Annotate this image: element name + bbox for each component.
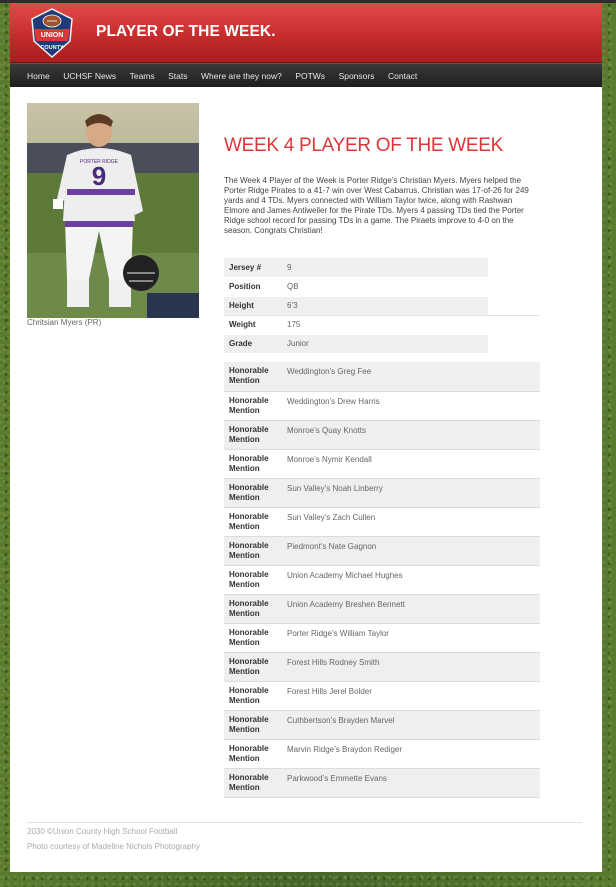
info-label-position: Position [224,277,282,296]
mention-label: Honorable Mention [224,652,282,681]
table-row [224,594,540,623]
mention-label: Honorable Mention [224,478,282,507]
jersey-text: PORTER RIDGE [80,159,118,165]
table-row [224,334,488,353]
article-summary: The Week 4 Player of the Week is Porter Ridge’s Christian Myers. Myers helped the Porter Ridge Pirates to a 41-7 win over West Cabarrus. Christian was 17-of-26 for 249 yards and 4 TDs. Myers connected with William Taylor twice, along with Rashwan Elmore and James Antiweiler for the Pirate TDs. Myers 4 passing TDs tied the Porter Ridge school record for passing TDs in a game. The Piraets improve to 4-0 on the season. Congrats Christian! [224,176,529,235]
mention-name: Weddington’s Drew Harris [282,391,540,420]
nav-item-home[interactable]: Home [27,71,50,81]
mention-label: Honorable Mention [224,594,282,623]
info-value-position: QB [282,277,488,296]
table-row [224,258,488,277]
mention-name: Piedmont’s Nate Gagnon [282,536,540,565]
mention-label: Honorable Mention [224,420,282,449]
table-row [224,565,540,594]
table-row [224,449,540,478]
mention-label: Honorable Mention [224,507,282,536]
table-row [224,768,540,797]
honorable-mentions-table [224,362,540,798]
info-label-jersey: Jersey # [224,258,282,277]
union-county-football-logo[interactable] [28,7,76,59]
nav-item-teams[interactable]: Teams [129,71,155,81]
table-row [224,362,540,391]
footer-photo-credit: Photo courtesy of Madeline Nichols Photography [27,842,200,851]
player-info-table [224,258,488,354]
mention-name: Forest Hills Rodney Smith [282,652,540,681]
mention-label: Honorable Mention [224,536,282,565]
site-title: PLAYER OF THE WEEK. [96,23,276,40]
info-label-height: Height [224,296,282,315]
table-row [224,681,540,710]
mention-label: Honorable Mention [224,768,282,797]
info-label-grade: Grade [224,334,282,353]
table-row [224,623,540,652]
table-row [224,710,540,739]
mention-name: Monroe’s Quay Knotts [282,420,540,449]
mention-name: Union Academy Michael Hughes [282,565,540,594]
table-row [224,536,540,565]
svg-text:UNION: UNION [40,32,64,39]
mention-label: Honorable Mention [224,391,282,420]
mention-name: Sun Valley’s Zach Cullen [282,507,540,536]
table-row [224,391,540,420]
mention-label: Honorable Mention [224,565,282,594]
info-value-weight: 175 [282,315,488,334]
info-label-weight: Weight [224,315,282,334]
mention-name: Cuthbertson’s Brayden Marvel [282,710,540,739]
table-row [224,652,540,681]
nav-item-sponsors[interactable]: Sponsors [338,71,375,81]
footer-divider [27,822,582,823]
divider [224,315,540,316]
info-value-grade: Junior [282,334,488,353]
mention-name: Parkwood’s Emmette Evans [282,768,540,797]
player-photo [27,103,199,318]
nav-item-potws[interactable]: POTWs [295,71,326,81]
mention-label: Honorable Mention [224,362,282,391]
mention-label: Honorable Mention [224,710,282,739]
table-row [224,315,488,334]
jersey-number: 9 [91,161,107,191]
info-value-height: 6’3 [282,296,488,315]
svg-text:COUNTY: COUNTY [40,45,64,51]
table-row [224,739,540,768]
nav-item-stats[interactable]: Stats [168,71,188,81]
mention-label: Honorable Mention [224,449,282,478]
article-headline: WEEK 4 PLAYER OF THE WEEK [224,135,503,156]
table-row [224,478,540,507]
site-header [10,3,602,63]
footer-copyright: 2030 ©Union County High School Football [27,827,178,836]
table-row [224,296,488,315]
mention-label: Honorable Mention [224,681,282,710]
nav-item-where-are-they-now[interactable]: Where are they now? [201,71,282,81]
mention-label: Honorable Mention [224,739,282,768]
nav-item-uchsf-news[interactable]: UCHSF News [63,71,117,81]
table-row [224,277,488,296]
photo-caption: Chritsian Myers (PR) [27,318,102,327]
mention-name: Union Academy Breshen Bennett [282,594,540,623]
nav-item-contact[interactable]: Contact [387,71,418,81]
main-content [10,87,602,872]
main-nav [10,63,602,87]
mention-name: Monroe’s Nymir Kendall [282,449,540,478]
table-row [224,507,540,536]
mention-label: Honorable Mention [224,623,282,652]
mention-name: Porter Ridge’s William Taylor [282,623,540,652]
mention-name: Weddington’s Greg Fee [282,362,540,391]
mention-name: Forest Hills Jerel Bolder [282,681,540,710]
table-row [224,420,540,449]
mention-name: Marvin Ridge’s Braydon Rediger [282,739,540,768]
info-value-jersey: 9 [282,258,488,277]
mention-name: Sun Valley’s Noah Linberry [282,478,540,507]
